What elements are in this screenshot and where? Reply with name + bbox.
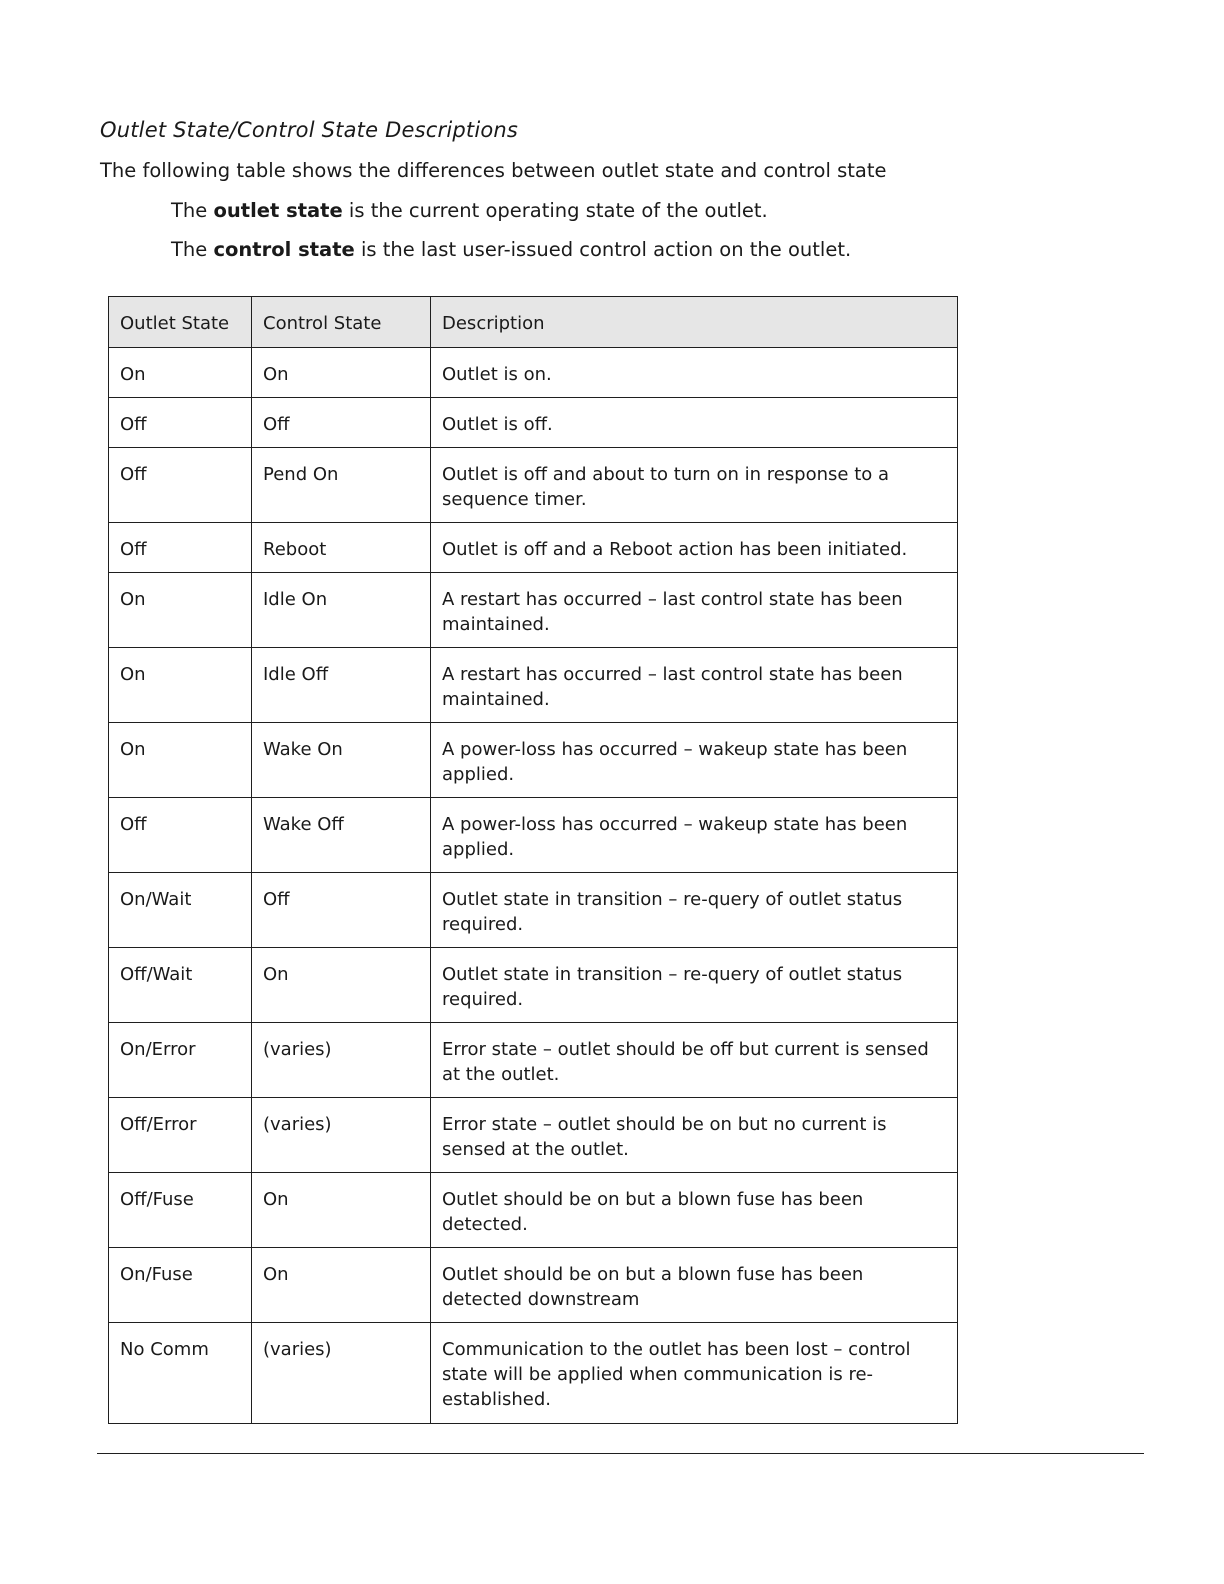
cell-outlet-state: On/Fuse	[109, 1248, 252, 1323]
cell-outlet-state: No Comm	[109, 1323, 252, 1424]
cell-description: Error state – outlet should be on but no current is sensed at the outlet.	[431, 1098, 958, 1173]
state-descriptions-table	[108, 296, 958, 1424]
definition-control-state	[171, 238, 851, 261]
header-outlet-state: Outlet State	[109, 297, 252, 348]
cell-description: Error state – outlet should be off but current is sensed at the outlet.	[431, 1023, 958, 1098]
cell-description: Outlet is off.	[431, 398, 958, 448]
table-row	[109, 1023, 958, 1098]
table-header	[109, 297, 958, 348]
definition-outlet-state	[171, 199, 768, 222]
table-row	[109, 1173, 958, 1248]
table-row	[109, 448, 958, 523]
cell-control-state: On	[252, 948, 431, 1023]
cell-control-state: Off	[252, 873, 431, 948]
table-row	[109, 573, 958, 648]
definition-text: is the current operating state of the outlet.	[342, 199, 768, 222]
cell-description: Outlet state in transition – re-query of outlet status required.	[431, 873, 958, 948]
cell-outlet-state: Off	[109, 448, 252, 523]
cell-description: Outlet should be on but a blown fuse has been detected downstream	[431, 1248, 958, 1323]
cell-outlet-state: Off/Wait	[109, 948, 252, 1023]
table-row	[109, 798, 958, 873]
cell-control-state: On	[252, 1173, 431, 1248]
intro-paragraph: The following table shows the differences between outlet state and control state	[100, 159, 887, 182]
table-row	[109, 523, 958, 573]
cell-control-state: On	[252, 348, 431, 398]
cell-description: Outlet state in transition – re-query of outlet status required.	[431, 948, 958, 1023]
cell-outlet-state: Off	[109, 398, 252, 448]
cell-outlet-state: On/Wait	[109, 873, 252, 948]
cell-control-state: Pend On	[252, 448, 431, 523]
definition-text: is the last user-issued control action on the outlet.	[354, 238, 852, 261]
cell-control-state: Idle Off	[252, 648, 431, 723]
cell-outlet-state: Off	[109, 798, 252, 873]
cell-outlet-state: On/Error	[109, 1023, 252, 1098]
table-body	[109, 348, 958, 1424]
table-row	[109, 1323, 958, 1424]
table-row	[109, 648, 958, 723]
cell-description: Outlet should be on but a blown fuse has been detected.	[431, 1173, 958, 1248]
header-row	[109, 297, 958, 348]
table-row	[109, 873, 958, 948]
footer-divider	[97, 1453, 1144, 1454]
cell-control-state: (varies)	[252, 1323, 431, 1424]
header-control-state: Control State	[252, 297, 431, 348]
cell-control-state: (varies)	[252, 1098, 431, 1173]
table-row	[109, 1098, 958, 1173]
definition-term: outlet state	[213, 199, 343, 222]
cell-control-state: (varies)	[252, 1023, 431, 1098]
cell-control-state: Wake Off	[252, 798, 431, 873]
table-row	[109, 1248, 958, 1323]
cell-description: Communication to the outlet has been lost – control state will be applied when communication is re-established.	[431, 1323, 958, 1424]
table-row	[109, 398, 958, 448]
cell-control-state: Wake On	[252, 723, 431, 798]
cell-control-state: On	[252, 1248, 431, 1323]
cell-outlet-state: Off/Fuse	[109, 1173, 252, 1248]
cell-control-state: Off	[252, 398, 431, 448]
cell-description: A power-loss has occurred – wakeup state has been applied.	[431, 723, 958, 798]
cell-outlet-state: On	[109, 348, 252, 398]
table-row	[109, 723, 958, 798]
cell-description: A restart has occurred – last control state has been maintained.	[431, 648, 958, 723]
cell-description: Outlet is on.	[431, 348, 958, 398]
cell-outlet-state: On	[109, 723, 252, 798]
cell-outlet-state: On	[109, 648, 252, 723]
cell-description: A power-loss has occurred – wakeup state has been applied.	[431, 798, 958, 873]
definition-prefix: The	[171, 238, 214, 261]
header-description: Description	[431, 297, 958, 348]
definition-prefix: The	[171, 199, 214, 222]
cell-control-state: Idle On	[252, 573, 431, 648]
cell-outlet-state: Off/Error	[109, 1098, 252, 1173]
section-heading: Outlet State/Control State Descriptions	[100, 118, 519, 142]
cell-outlet-state: On	[109, 573, 252, 648]
cell-outlet-state: Off	[109, 523, 252, 573]
table-row	[109, 948, 958, 1023]
cell-description: A restart has occurred – last control state has been maintained.	[431, 573, 958, 648]
table-row	[109, 348, 958, 398]
cell-description: Outlet is off and about to turn on in response to a sequence timer.	[431, 448, 958, 523]
cell-description: Outlet is off and a Reboot action has been initiated.	[431, 523, 958, 573]
definition-term: control state	[213, 238, 355, 261]
cell-control-state: Reboot	[252, 523, 431, 573]
